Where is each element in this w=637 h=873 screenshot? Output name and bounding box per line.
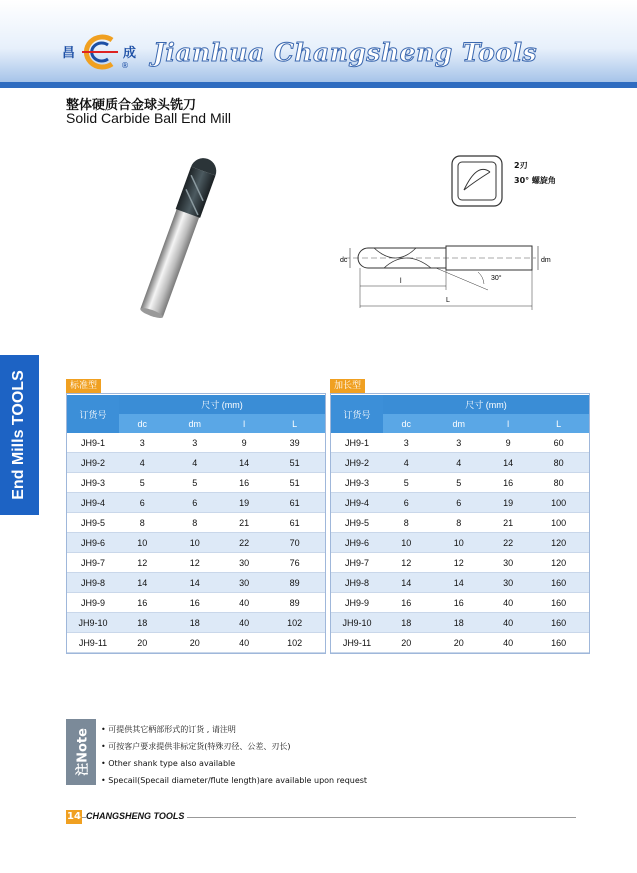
note-line: • 可提供其它柄部形式的订货 , 请注明: [101, 725, 236, 734]
table-row: [67, 453, 325, 473]
order-no-header: 订货号: [67, 395, 119, 433]
cell: 16: [239, 477, 250, 488]
cell: 160: [528, 613, 589, 633]
cell: JH9-6: [331, 533, 383, 553]
cell: 3: [403, 437, 409, 448]
cell: 40: [503, 637, 514, 648]
cell: 18: [165, 613, 224, 633]
header-divider: [0, 82, 637, 88]
cell: 20: [401, 637, 412, 648]
cell: 39: [289, 437, 300, 448]
cell: 120: [528, 533, 589, 553]
cell: 70: [264, 533, 325, 553]
cell: 12: [453, 557, 464, 568]
cell: 22: [488, 533, 528, 553]
table-row: [331, 513, 589, 533]
l-label: l: [400, 278, 402, 285]
side-category-label: End Mills TOOLS: [10, 370, 27, 500]
cell: 14: [119, 573, 165, 593]
table-row: [67, 433, 325, 453]
note-line: • 可按客户要求提供非标定货(特殊刃径、公差、刃长): [101, 742, 291, 751]
col-L: L: [264, 414, 325, 433]
cell: 10: [119, 533, 165, 553]
col-dc: dc: [383, 414, 429, 433]
logo-text-left: 昌: [62, 46, 76, 61]
cell: 40: [239, 597, 250, 608]
table-row: [331, 433, 589, 453]
cell: 4: [383, 453, 429, 473]
cell: 5: [403, 477, 409, 488]
cell: 30: [488, 573, 528, 593]
table-row: [67, 493, 325, 513]
cell: 6: [429, 493, 488, 513]
cell: 14: [488, 453, 528, 473]
cell: 120: [551, 557, 567, 568]
cell: 40: [239, 637, 250, 648]
cell: 19: [488, 493, 528, 513]
end-profile-icon: [448, 152, 506, 210]
table-row: [331, 553, 589, 573]
cell: 102: [287, 637, 303, 648]
cell: 18: [429, 613, 488, 633]
cell: JH9-5: [80, 517, 105, 528]
cell: JH9-8: [331, 573, 383, 593]
cell: 10: [165, 533, 224, 553]
dm-label: dm: [541, 257, 551, 264]
cell: JH9-6: [67, 533, 119, 553]
cell: 30: [503, 557, 514, 568]
cell: 89: [264, 573, 325, 593]
order-no-header: 订货号: [331, 395, 383, 433]
cell: JH9-1: [80, 437, 105, 448]
table-row: [331, 473, 589, 493]
table-row: [331, 613, 589, 633]
cell: JH9-3: [80, 477, 105, 488]
col-dm: dm: [165, 414, 224, 433]
note-label: 注Note: [75, 728, 91, 776]
cell: 8: [139, 517, 145, 528]
cell: 14: [224, 453, 264, 473]
size-header: 尺寸 (mm): [119, 395, 325, 414]
cell: 16: [189, 597, 200, 608]
cell: 40: [224, 613, 264, 633]
cell: 9: [241, 437, 247, 448]
cell: 3: [139, 437, 145, 448]
table-row: [331, 633, 589, 653]
cell: 4: [165, 453, 224, 473]
cell: 8: [192, 517, 198, 528]
cell: 40: [488, 613, 528, 633]
cell: 21: [239, 517, 250, 528]
cell: JH9-8: [67, 573, 119, 593]
cell: JH9-9: [344, 597, 369, 608]
table-row: [67, 613, 325, 633]
cell: 80: [553, 477, 564, 488]
cell: 22: [224, 533, 264, 553]
extended-size-table: [330, 373, 590, 654]
table-row: [331, 493, 589, 513]
cell: 80: [528, 453, 589, 473]
table-row: [67, 553, 325, 573]
cell: 6: [119, 493, 165, 513]
cell: 3: [456, 437, 462, 448]
cell: 160: [528, 573, 589, 593]
cell: 14: [429, 573, 488, 593]
col-dm: dm: [429, 414, 488, 433]
cell: 16: [401, 597, 412, 608]
cell: JH9-2: [331, 453, 383, 473]
cell: 160: [551, 597, 567, 608]
cell: 16: [503, 477, 514, 488]
L-label: L: [446, 297, 450, 304]
cell: 12: [189, 557, 200, 568]
cell: 10: [383, 533, 429, 553]
brand-name: Jianhua Changsheng Tools: [153, 38, 538, 67]
cell: 100: [528, 493, 589, 513]
cell: 20: [137, 637, 148, 648]
cell: 18: [119, 613, 165, 633]
table-row: [67, 633, 325, 653]
cell: JH9-4: [67, 493, 119, 513]
cell: JH9-2: [67, 453, 119, 473]
cell: 21: [503, 517, 514, 528]
cell: 160: [551, 637, 567, 648]
cell: JH9-9: [80, 597, 105, 608]
table-label-extended: 加长型: [330, 379, 365, 393]
logo-text-right: 成: [123, 46, 137, 61]
size-header: 尺寸 (mm): [383, 395, 589, 414]
cell: 8: [403, 517, 409, 528]
cell: 40: [503, 597, 514, 608]
flute-count: 2刃: [514, 161, 528, 170]
table-row: [67, 513, 325, 533]
cell: 5: [139, 477, 145, 488]
cell: 3: [192, 437, 198, 448]
cell: 30: [239, 557, 250, 568]
cell: 12: [137, 557, 148, 568]
cell: 14: [165, 573, 224, 593]
cell: 89: [289, 597, 300, 608]
cell: JH9-10: [331, 613, 383, 633]
cell: 18: [383, 613, 429, 633]
cell: 8: [456, 517, 462, 528]
dc-label: dc: [340, 257, 348, 264]
cell: 6: [383, 493, 429, 513]
cell: 20: [189, 637, 200, 648]
note-line: • Other shank type also available: [101, 759, 236, 768]
cell: 60: [553, 437, 564, 448]
page-title-en: Solid Carbide Ball End Mill: [66, 110, 231, 126]
table-row: [331, 573, 589, 593]
cell: 16: [137, 597, 148, 608]
cell: JH9-1: [344, 437, 369, 448]
table-row: [331, 533, 589, 553]
cell: 14: [383, 573, 429, 593]
cell: 12: [401, 557, 412, 568]
cell: 100: [551, 517, 567, 528]
registered-mark: ®: [121, 61, 129, 70]
cell: JH9-11: [78, 637, 108, 648]
cell: JH9-3: [344, 477, 369, 488]
page-title-cn: 整体硬质合金球头铣刀: [66, 98, 197, 113]
cell: JH9-5: [344, 517, 369, 528]
col-l: l: [224, 414, 264, 433]
cell: 30: [224, 573, 264, 593]
cell: JH9-11: [342, 637, 372, 648]
table-row: [67, 473, 325, 493]
note-list: [101, 721, 367, 789]
table-row: [67, 533, 325, 553]
cell: 76: [289, 557, 300, 568]
cell: 9: [505, 437, 511, 448]
cell: 51: [289, 477, 300, 488]
cell: 4: [119, 453, 165, 473]
cell: 5: [456, 477, 462, 488]
table-row: [67, 573, 325, 593]
company-logo-icon: [78, 34, 122, 70]
cell: JH9-10: [67, 613, 119, 633]
table-row: [331, 453, 589, 473]
helix-angle: 30° 螺旋角: [514, 176, 556, 185]
cell: 61: [289, 517, 300, 528]
cell: 6: [165, 493, 224, 513]
cell: JH9-7: [344, 557, 369, 568]
table-label-standard: 标准型: [66, 379, 101, 393]
footer-brand: CHANGSHENG TOOLS: [86, 811, 187, 821]
cell: 10: [429, 533, 488, 553]
technical-drawing: [336, 232, 561, 314]
table-row: [67, 593, 325, 613]
note-line: • Specail(Specail diameter/flute length)are available upon request: [101, 776, 368, 785]
table-row: [331, 593, 589, 613]
col-dc: dc: [119, 414, 165, 433]
cell: 4: [429, 453, 488, 473]
cell: 102: [264, 613, 325, 633]
ball-end-mill-image: [100, 150, 260, 320]
cell: JH9-7: [80, 557, 105, 568]
standard-size-table: [66, 373, 326, 654]
cell: 16: [453, 597, 464, 608]
col-L: L: [528, 414, 589, 433]
cell: 5: [192, 477, 198, 488]
cell: 61: [264, 493, 325, 513]
cell: 19: [224, 493, 264, 513]
cell: JH9-4: [331, 493, 383, 513]
page-number: 14: [67, 811, 81, 822]
col-l: l: [488, 414, 528, 433]
cell: 51: [264, 453, 325, 473]
cell: 20: [453, 637, 464, 648]
angle-label: 30°: [491, 275, 502, 282]
